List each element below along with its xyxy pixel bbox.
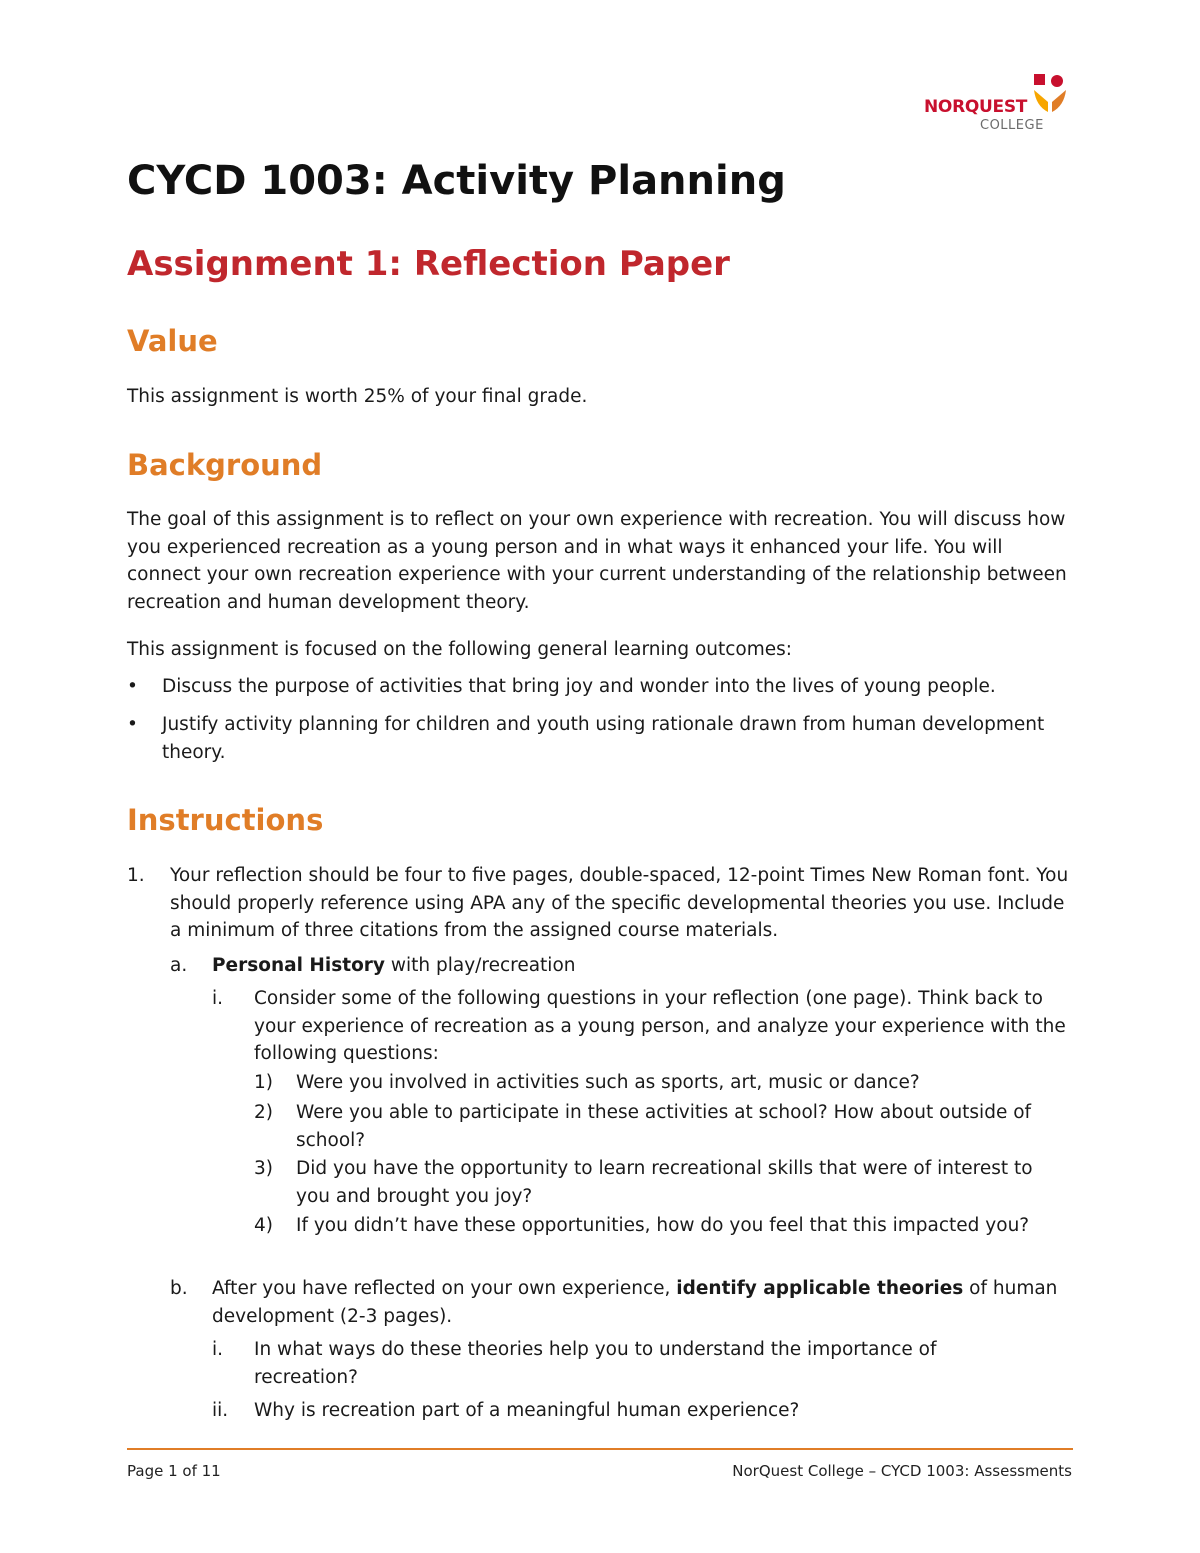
item-text: Consider some of the following questions in your reflection (one page). Think back to your experience of recreation as a young person, and analyze your experience with the following questions: xyxy=(254,988,1066,1064)
logo-flame-icon xyxy=(1030,72,1070,114)
item-marker: i. xyxy=(212,988,224,1009)
item-marker: 1) xyxy=(254,1072,273,1093)
logo-sub: COLLEGE xyxy=(980,118,1044,133)
item-marker: 4) xyxy=(254,1215,273,1236)
norquest-logo xyxy=(918,72,1070,136)
item-text xyxy=(212,952,1072,980)
footer-course: NorQuest College – CYCD 1003: Assessments xyxy=(732,1462,1072,1480)
item-marker: 3) xyxy=(254,1158,273,1179)
bold-text: identify applicable theories xyxy=(676,1278,964,1299)
value-text: This assignment is worth 25% of your final grade. xyxy=(127,386,588,407)
outcomes-intro: This assignment is focused on the following general learning outcomes: xyxy=(127,639,793,660)
item-text xyxy=(212,1275,1072,1330)
plain-text: with play/recreation xyxy=(384,955,576,976)
item-marker: ii. xyxy=(212,1400,229,1421)
item-text: Did you have the opportunity to learn recreational skills that were of interest to you and brought you joy? xyxy=(296,1158,1033,1207)
footer-divider xyxy=(127,1448,1073,1450)
value-heading: Value xyxy=(127,324,218,358)
item-marker: i. xyxy=(212,1339,224,1360)
logo-name: NORQUEST xyxy=(924,97,1028,117)
background-heading: Background xyxy=(127,448,323,482)
item-marker: b. xyxy=(170,1278,188,1299)
item-text: Your reflection should be four to five pages, double-spaced, 12-point Times New Roman font. You should properly reference using APA any of the specific developmental theories you use. Include a minimum of three citations from the assigned course materials. xyxy=(170,865,1069,941)
assignment-title: Assignment 1: Reflection Paper xyxy=(127,244,730,284)
bullet-icon: • xyxy=(127,714,138,735)
item-text: Were you involved in activities such as sports, art, music or dance? xyxy=(296,1072,920,1093)
instructions-heading: Instructions xyxy=(127,803,324,837)
item-marker: 1. xyxy=(127,865,145,886)
item-text: In what ways do these theories help you to understand the importance of recreation? xyxy=(254,1339,937,1388)
page-number: Page 1 of 11 xyxy=(127,1462,221,1480)
background-paragraph: The goal of this assignment is to reflect on your own experience with recreation. You will discuss how you experienced recreation as a young person and in what ways it enhanced your life. You will connect your own recreation experience with your current understanding of the relationship between recreation and human development theory. xyxy=(127,509,1067,613)
item-text: Were you able to participate in these activities at school? How about outside of school? xyxy=(296,1102,1032,1151)
item-text: If you didn’t have these opportunities, how do you feel that this impacted you? xyxy=(296,1215,1030,1236)
plain-text: After you have reflected on your own experience, xyxy=(212,1278,677,1299)
item-marker: 2) xyxy=(254,1102,273,1123)
outcome-text: Discuss the purpose of activities that bring joy and wonder into the lives of young people. xyxy=(162,676,996,697)
item-marker: a. xyxy=(170,955,188,976)
page-title: CYCD 1003: Activity Planning xyxy=(127,158,786,204)
item-text: Why is recreation part of a meaningful human experience? xyxy=(254,1400,800,1421)
outcome-text: Justify activity planning for children and youth using rationale drawn from human development theory. xyxy=(162,714,1045,763)
bold-text: Personal History xyxy=(212,955,385,976)
plain-text: of human development (2-3 pages). xyxy=(212,1278,1058,1327)
bullet-icon: • xyxy=(127,676,138,697)
